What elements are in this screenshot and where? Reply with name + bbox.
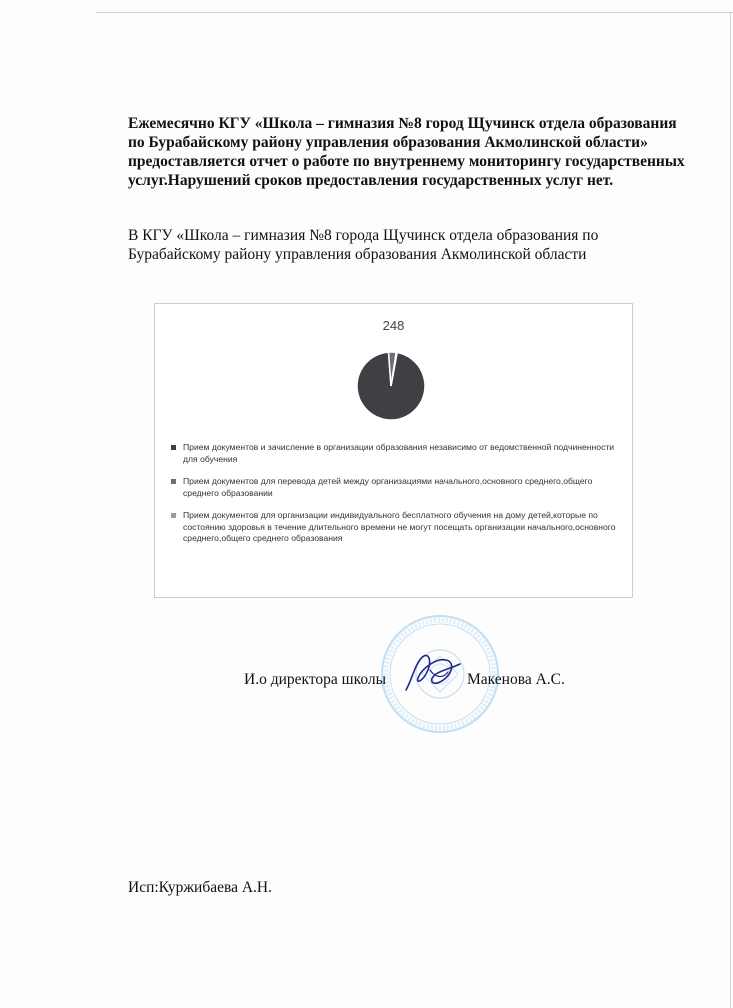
pie-chart	[343, 348, 439, 424]
signature-title: И.о директора школы	[244, 671, 387, 688]
legend-item-2	[171, 476, 621, 499]
legend-label-1: Прием документов и зачисление в организации образования независимо от ведомственной подчиненности для обучения	[183, 442, 615, 464]
legend-label-2: Прием документов для перевода детей между организациями начального,основного среднего,общего среднего образовании	[183, 476, 593, 498]
legend-label-3: Прием документов для организации индивидуального бесплатного обучения на дому детей,которые по состоянию здоровья в течение длительного времени не могут посещать организации начального,основного среднего,общего среднего образования	[183, 510, 616, 543]
chart-legend	[171, 442, 621, 556]
organization-paragraph: В КГУ «Школа – гимназия №8 города Щучинск отдела образования по Бурабайскому району управления образования Акмолинской области	[128, 227, 599, 263]
legend-swatch-3	[171, 513, 176, 518]
intro-paragraph: Ежемесячно КГУ «Школа – гимназия №8 город Щучинск отдела образования по Бурабайскому району управления образования Акмолинской области» предоставляется отчет о работе по внутреннему мониторингу государственных услуг.Нарушений сроков предоставления государственных услуг нет.	[128, 115, 685, 189]
handwritten-signature	[402, 650, 464, 696]
legend-item-3	[171, 510, 621, 545]
scan-edge-top	[96, 12, 733, 13]
scan-edge-right	[730, 12, 731, 1008]
executor-line: Исп:Куржибаева А.Н.	[128, 879, 273, 896]
legend-item-1	[171, 442, 621, 465]
pie-chart-frame	[154, 303, 633, 598]
legend-swatch-2	[171, 479, 176, 484]
legend-swatch-1	[171, 445, 176, 450]
chart-title: 248	[382, 318, 405, 333]
signature-name: Макенова А.С.	[467, 671, 565, 688]
